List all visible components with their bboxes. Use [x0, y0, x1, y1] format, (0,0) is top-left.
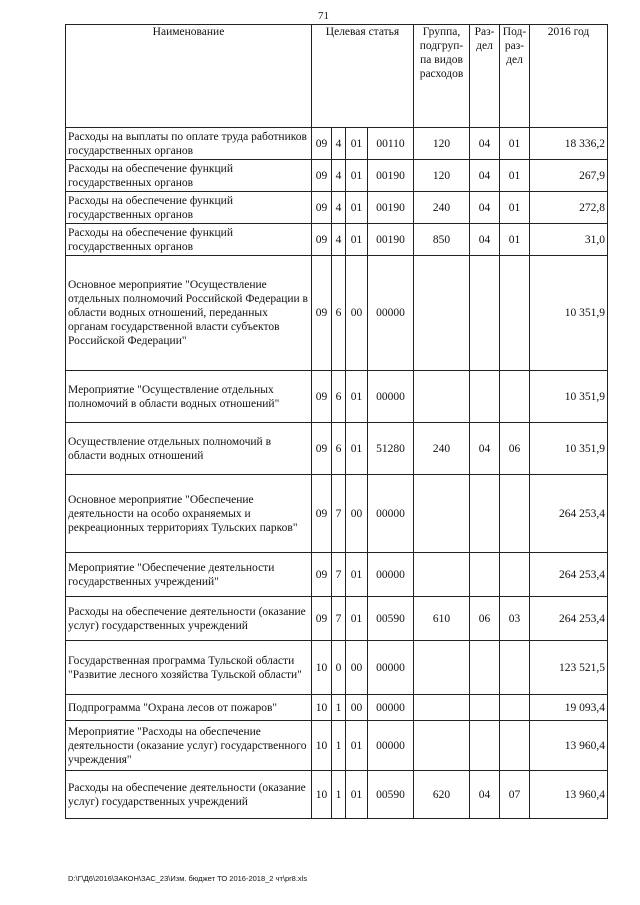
program-code: 10 — [312, 695, 332, 721]
event-code: 01 — [346, 721, 368, 771]
expense-group: 620 — [414, 771, 470, 819]
section-code — [470, 475, 500, 553]
amount-2016: 123 521,5 — [530, 641, 608, 695]
subsection-code: 03 — [500, 597, 530, 641]
amount-2016: 10 351,9 — [530, 423, 608, 475]
event-code: 01 — [346, 771, 368, 819]
table-row — [66, 641, 608, 695]
program-code: 09 — [312, 553, 332, 597]
program-code: 10 — [312, 771, 332, 819]
expense-group — [414, 371, 470, 423]
amount-2016: 19 093,4 — [530, 695, 608, 721]
subprogram-code: 6 — [332, 256, 346, 371]
header-name: Наименование — [66, 25, 312, 128]
program-code: 09 — [312, 256, 332, 371]
section-code: 04 — [470, 423, 500, 475]
row-name: Расходы на обеспечение функций государственных органов — [66, 192, 312, 224]
table-row — [66, 721, 608, 771]
table-row — [66, 695, 608, 721]
section-code: 04 — [470, 192, 500, 224]
section-code: 04 — [470, 160, 500, 192]
header-section: Раз-дел — [470, 25, 500, 128]
amount-2016: 264 253,4 — [530, 475, 608, 553]
table-row — [66, 423, 608, 475]
expense-group — [414, 721, 470, 771]
direction-code: 00000 — [368, 695, 414, 721]
amount-2016: 18 336,2 — [530, 128, 608, 160]
amount-2016: 10 351,9 — [530, 256, 608, 371]
subprogram-code: 7 — [332, 597, 346, 641]
subsection-code: 01 — [500, 224, 530, 256]
table-row — [66, 256, 608, 371]
amount-2016: 10 351,9 — [530, 371, 608, 423]
amount-2016: 267,9 — [530, 160, 608, 192]
subsection-code: 01 — [500, 128, 530, 160]
expense-group: 240 — [414, 192, 470, 224]
table-row — [66, 597, 608, 641]
row-name: Расходы на обеспечение деятельности (оказание услуг) государственных учреждений — [66, 597, 312, 641]
table-row — [66, 160, 608, 192]
table-row — [66, 771, 608, 819]
event-code: 01 — [346, 128, 368, 160]
section-code — [470, 721, 500, 771]
direction-code: 00000 — [368, 553, 414, 597]
row-name: Основное мероприятие "Обеспечение деятельности на особо охраняемых и рекреационных территориях Тульских парков" — [66, 475, 312, 553]
direction-code: 00190 — [368, 160, 414, 192]
direction-code: 00000 — [368, 641, 414, 695]
subsection-code: 01 — [500, 160, 530, 192]
direction-code: 00000 — [368, 256, 414, 371]
program-code: 10 — [312, 641, 332, 695]
section-code — [470, 641, 500, 695]
section-code: 04 — [470, 771, 500, 819]
direction-code: 00590 — [368, 771, 414, 819]
event-code: 00 — [346, 695, 368, 721]
row-name: Осуществление отдельных полномочий в области водных отношений — [66, 423, 312, 475]
event-code: 01 — [346, 597, 368, 641]
section-code — [470, 695, 500, 721]
subprogram-code: 4 — [332, 128, 346, 160]
row-name: Мероприятие "Обеспечение деятельности государственных учреждений" — [66, 553, 312, 597]
header-target-article: Целевая статья — [312, 25, 414, 128]
subprogram-code: 4 — [332, 160, 346, 192]
program-code: 09 — [312, 371, 332, 423]
subsection-code: 01 — [500, 192, 530, 224]
header-group: Группа, подгруп-па видов расходов — [414, 25, 470, 128]
event-code: 01 — [346, 423, 368, 475]
program-code: 09 — [312, 475, 332, 553]
event-code: 00 — [346, 256, 368, 371]
subprogram-code: 6 — [332, 423, 346, 475]
expense-group — [414, 695, 470, 721]
subprogram-code: 4 — [332, 224, 346, 256]
row-name: Мероприятие "Осуществление отдельных полномочий в области водных отношений" — [66, 371, 312, 423]
program-code: 10 — [312, 721, 332, 771]
table-row — [66, 128, 608, 160]
program-code: 09 — [312, 128, 332, 160]
amount-2016: 13 960,4 — [530, 721, 608, 771]
event-code: 00 — [346, 641, 368, 695]
section-code — [470, 553, 500, 597]
row-name: Государственная программа Тульской области "Развитие лесного хозяйства Тульской области" — [66, 641, 312, 695]
event-code: 00 — [346, 475, 368, 553]
subprogram-code: 0 — [332, 641, 346, 695]
page-number: 71 — [318, 10, 329, 22]
amount-2016: 272,8 — [530, 192, 608, 224]
program-code: 09 — [312, 160, 332, 192]
expense-group — [414, 475, 470, 553]
amount-2016: 264 253,4 — [530, 553, 608, 597]
row-name: Расходы на обеспечение функций государственных органов — [66, 224, 312, 256]
subsection-code: 07 — [500, 771, 530, 819]
row-name: Расходы на обеспечение деятельности (оказание услуг) государственных учреждений — [66, 771, 312, 819]
subsection-code — [500, 475, 530, 553]
table-row — [66, 475, 608, 553]
subsection-code — [500, 553, 530, 597]
row-name: Расходы на выплаты по оплате труда работников государственных органов — [66, 128, 312, 160]
program-code: 09 — [312, 224, 332, 256]
event-code: 01 — [346, 224, 368, 256]
amount-2016: 13 960,4 — [530, 771, 608, 819]
header-year: 2016 год — [530, 25, 608, 128]
subsection-code — [500, 721, 530, 771]
program-code: 09 — [312, 423, 332, 475]
subprogram-code: 1 — [332, 771, 346, 819]
table-row — [66, 192, 608, 224]
subprogram-code: 7 — [332, 553, 346, 597]
subprogram-code: 1 — [332, 695, 346, 721]
direction-code: 51280 — [368, 423, 414, 475]
section-code: 04 — [470, 128, 500, 160]
subsection-code: 06 — [500, 423, 530, 475]
expense-group: 240 — [414, 423, 470, 475]
subprogram-code: 4 — [332, 192, 346, 224]
file-path-footer: D:\Г\Д6\2016\ЗАКОН\ЗАС_23\Изм. бюджет ТО 2016-2018_2 чт\pr8.xls — [68, 874, 308, 883]
expense-group: 120 — [414, 128, 470, 160]
table-header-row — [66, 25, 608, 128]
table-row — [66, 371, 608, 423]
row-name: Мероприятие "Расходы на обеспечение деятельности (оказание услуг) государственного учреждения" — [66, 721, 312, 771]
expense-group — [414, 256, 470, 371]
subsection-code — [500, 371, 530, 423]
direction-code: 00000 — [368, 475, 414, 553]
section-code — [470, 371, 500, 423]
program-code: 09 — [312, 597, 332, 641]
section-code — [470, 256, 500, 371]
subprogram-code: 6 — [332, 371, 346, 423]
subprogram-code: 1 — [332, 721, 346, 771]
subsection-code — [500, 641, 530, 695]
program-code: 09 — [312, 192, 332, 224]
section-code: 06 — [470, 597, 500, 641]
event-code: 01 — [346, 553, 368, 597]
amount-2016: 264 253,4 — [530, 597, 608, 641]
event-code: 01 — [346, 192, 368, 224]
budget-table — [65, 24, 608, 819]
direction-code: 00000 — [368, 721, 414, 771]
expense-group: 850 — [414, 224, 470, 256]
section-code: 04 — [470, 224, 500, 256]
table-body — [66, 128, 608, 819]
row-name: Подпрограмма "Охрана лесов от пожаров" — [66, 695, 312, 721]
table-row — [66, 224, 608, 256]
subsection-code — [500, 695, 530, 721]
header-subsection: Под-раз-дел — [500, 25, 530, 128]
event-code: 01 — [346, 160, 368, 192]
direction-code: 00190 — [368, 192, 414, 224]
expense-group: 120 — [414, 160, 470, 192]
row-name: Основное мероприятие "Осуществление отдельных полномочий Российской Федерации в области водных отношений, переданных органам государственной власти субъектов Российской Федерации" — [66, 256, 312, 371]
expense-group — [414, 553, 470, 597]
direction-code: 00110 — [368, 128, 414, 160]
direction-code: 00190 — [368, 224, 414, 256]
subprogram-code: 7 — [332, 475, 346, 553]
event-code: 01 — [346, 371, 368, 423]
expense-group: 610 — [414, 597, 470, 641]
subsection-code — [500, 256, 530, 371]
table-row — [66, 553, 608, 597]
amount-2016: 31,0 — [530, 224, 608, 256]
direction-code: 00590 — [368, 597, 414, 641]
row-name: Расходы на обеспечение функций государственных органов — [66, 160, 312, 192]
direction-code: 00000 — [368, 371, 414, 423]
expense-group — [414, 641, 470, 695]
